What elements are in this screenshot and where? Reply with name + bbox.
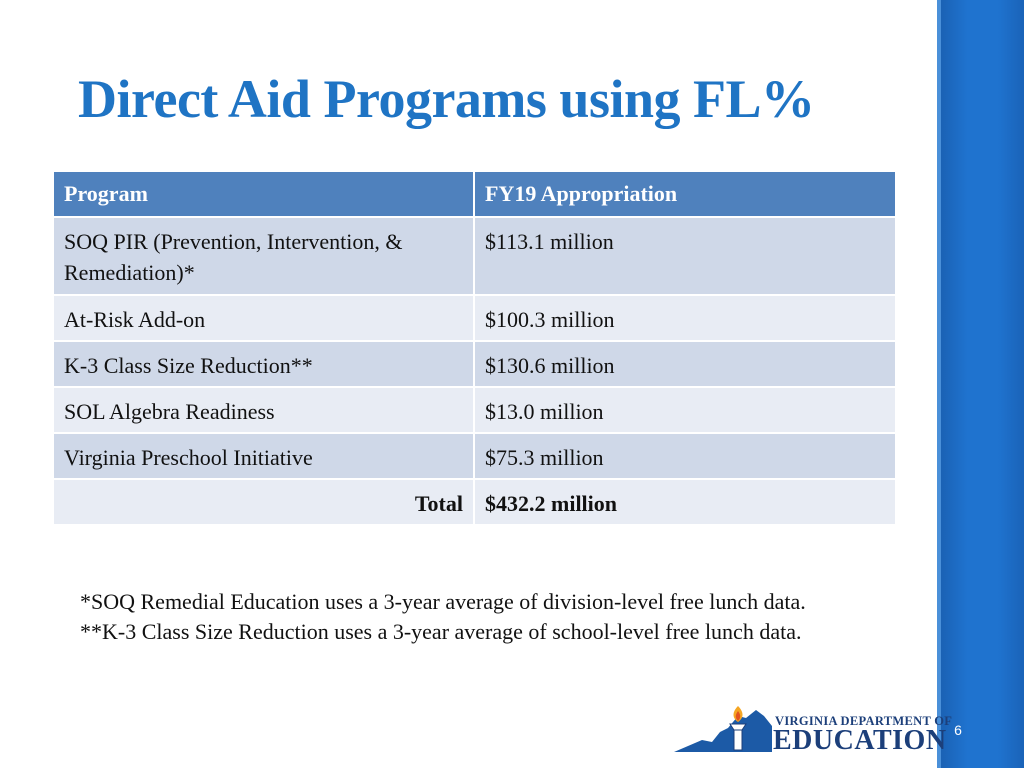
table-row	[53, 387, 896, 433]
program-cell: K-3 Class Size Reduction**	[53, 341, 474, 387]
footnote-k3: **K-3 Class Size Reduction uses a 3-year average of school-level free lunch data.	[80, 619, 802, 644]
logo-line2: EDUCATION	[773, 725, 947, 756]
table-row	[53, 341, 896, 387]
program-cell: SOQ PIR (Prevention, Intervention, & Remediation)*	[53, 217, 474, 295]
page-number: 6	[954, 722, 962, 738]
program-cell: Virginia Preschool Initiative	[53, 433, 474, 479]
side-accent-bar	[937, 0, 1024, 768]
slide-title: Direct Aid Programs using FL%	[78, 69, 815, 129]
table-row	[53, 295, 896, 341]
amount-cell: $113.1 million	[474, 217, 896, 295]
appropriation-table	[52, 170, 897, 526]
table-row	[53, 433, 896, 479]
total-label: Total	[53, 479, 474, 525]
total-amount: $432.2 million	[474, 479, 896, 525]
header-program: Program	[53, 171, 474, 217]
program-cell: At-Risk Add-on	[53, 295, 474, 341]
logo-line1: VIRGINIA DEPARTMENT OF	[775, 714, 953, 728]
header-appropriation: FY19 Appropriation	[474, 171, 896, 217]
table-row	[53, 217, 896, 295]
footnotes	[80, 587, 840, 647]
amount-cell: $75.3 million	[474, 433, 896, 479]
table-header-row	[53, 171, 896, 217]
amount-cell: $13.0 million	[474, 387, 896, 433]
amount-cell: $130.6 million	[474, 341, 896, 387]
total-row	[53, 479, 896, 525]
footnote-soq: *SOQ Remedial Education uses a 3-year average of division-level free lunch data.	[80, 589, 806, 614]
program-cell: SOL Algebra Readiness	[53, 387, 474, 433]
side-accent-bar-edge	[937, 0, 941, 768]
vdoe-logo	[672, 702, 953, 758]
amount-cell: $100.3 million	[474, 295, 896, 341]
